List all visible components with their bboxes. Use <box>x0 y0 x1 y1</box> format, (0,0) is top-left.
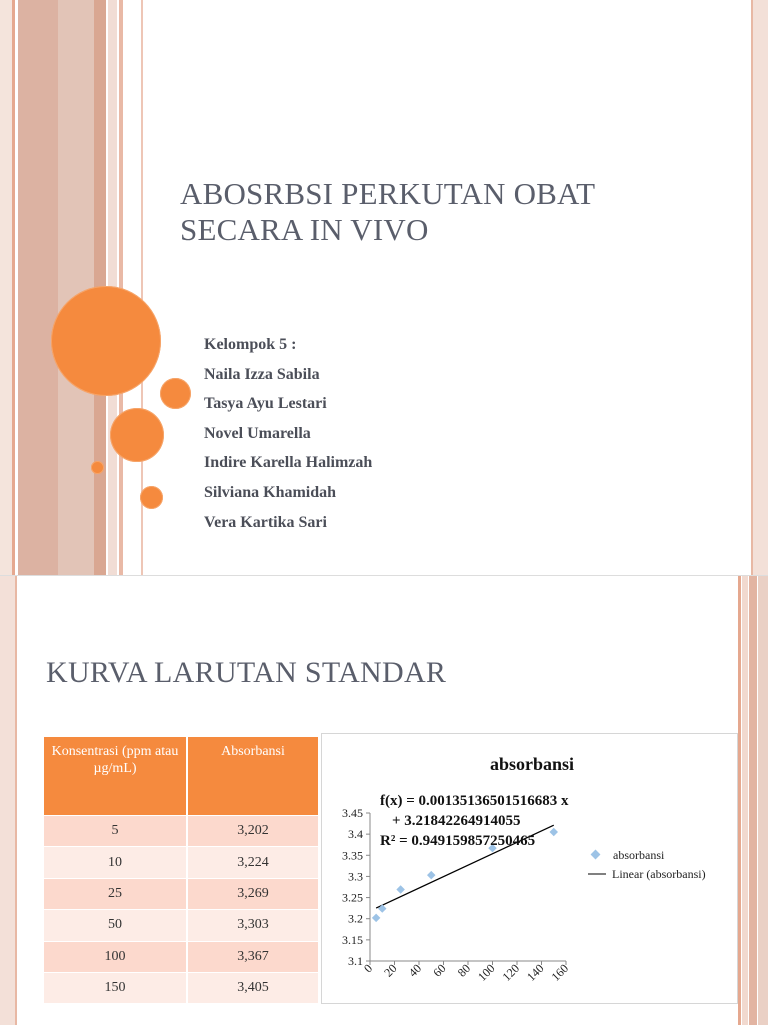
table-header-row <box>44 737 318 816</box>
table-row <box>44 816 318 847</box>
x-tick-label: 0 <box>360 961 376 976</box>
y-tick-label: 3.2 <box>348 911 363 926</box>
x-tick-label: 60 <box>430 961 449 980</box>
x-tick-label: 120 <box>499 961 523 984</box>
title-line-2: SECARA IN VIVO <box>180 212 429 247</box>
table-row <box>44 878 318 909</box>
x-tick-label: 20 <box>381 961 400 980</box>
small-orange-circle-2 <box>140 486 163 509</box>
y-tick-label: 3.45 <box>342 806 363 820</box>
small-orange-circle <box>160 378 191 409</box>
data-point <box>372 914 380 922</box>
cell-absorbance: 3,224 <box>187 847 318 878</box>
cell-absorbance: 3,269 <box>187 878 318 909</box>
legend-marker-absorbansi <box>591 850 601 860</box>
data-point <box>427 871 435 879</box>
table-row <box>44 941 318 972</box>
member-name: Vera Kartika Sari <box>204 513 327 531</box>
table-row <box>44 847 318 878</box>
header-absorbance: Absorbansi <box>187 737 318 816</box>
standard-curve-table <box>44 737 318 1003</box>
legend-label-linear: Linear (absorbansi) <box>612 867 706 881</box>
left-border <box>0 576 15 1025</box>
absorbance-chart <box>321 733 738 1004</box>
y-tick-label: 3.15 <box>342 932 363 947</box>
member-name: Novel Umarella <box>204 424 311 442</box>
table-row <box>44 972 318 1003</box>
right-decoration-stripes <box>738 576 768 1025</box>
y-tick-label: 3.1 <box>348 954 363 968</box>
data-point <box>396 885 404 893</box>
y-tick-label: 3.35 <box>342 848 363 863</box>
right-border <box>753 0 768 575</box>
r-squared-label: R² = 0.949159857250465 <box>380 833 536 849</box>
title-line-1: ABOSRBSI PERKUTAN OBAT <box>180 176 596 211</box>
header-concentration: Konsentrasi (ppm atau µg/mL) <box>44 737 187 816</box>
x-tick-label: 160 <box>548 961 572 984</box>
medium-orange-circle <box>110 408 164 462</box>
cell-absorbance: 3,303 <box>187 910 318 941</box>
group-member-list <box>204 330 372 537</box>
cell-concentration: 100 <box>44 941 187 972</box>
cell-concentration: 25 <box>44 878 187 909</box>
cell-absorbance: 3,202 <box>187 816 318 847</box>
member-name: Indire Karella Halimzah <box>204 454 373 472</box>
cell-absorbance: 3,367 <box>187 941 318 972</box>
legend-label-absorbansi: absorbansi <box>613 848 665 862</box>
member-name: Naila Izza Sabila <box>204 365 320 383</box>
tiny-orange-circle <box>91 461 104 474</box>
chart-title: absorbansi <box>489 754 575 774</box>
cell-concentration: 10 <box>44 847 187 878</box>
cell-absorbance: 3,405 <box>187 972 318 1003</box>
cell-concentration: 50 <box>44 910 187 941</box>
slide-standard-curve <box>0 575 768 1025</box>
cell-concentration: 150 <box>44 972 187 1003</box>
chart-canvas <box>322 734 737 1003</box>
table-row <box>44 910 318 941</box>
left-decoration-stripes <box>0 0 148 575</box>
member-name: Tasya Ayu Lestari <box>204 395 327 413</box>
equation-line-2: + 3.21842264914055 <box>392 813 521 829</box>
equation-line-1: f(x) = 0.00135136501516683 x <box>380 793 569 809</box>
y-tick-label: 3.4 <box>348 827 363 842</box>
x-tick-label: 40 <box>405 961 425 980</box>
data-point <box>550 828 558 836</box>
large-orange-circle <box>51 286 161 396</box>
y-tick-label: 3.25 <box>342 890 363 905</box>
slide-title-text <box>180 176 740 248</box>
x-tick-label: 100 <box>474 961 498 984</box>
y-tick-label: 3.3 <box>348 869 363 884</box>
member-name: Silviana Khamidah <box>204 483 337 501</box>
group-label: Kelompok 5 : <box>204 336 297 353</box>
cell-concentration: 5 <box>44 816 187 847</box>
data-point <box>378 904 386 912</box>
left-border-line <box>15 576 17 1025</box>
x-tick-label: 80 <box>454 961 474 980</box>
x-tick-label: 140 <box>523 961 547 984</box>
slide-title-text: KURVA LARUTAN STANDAR <box>46 656 447 689</box>
